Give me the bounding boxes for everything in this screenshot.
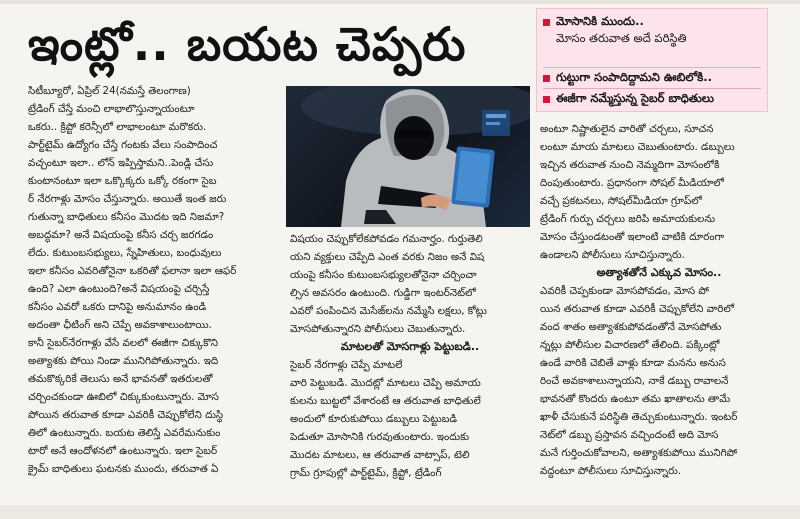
- text-line: రించే అవకాశాలున్నాయని, నాకే డబ్బు రావాలనే: [540, 375, 729, 387]
- teaser-subtext: మోసం తరువాత అదే పరిస్థితి: [556, 31, 687, 45]
- text-line: యంపై కనీసం కుటుంబసభ్యులతోనైనా చర్చించా: [290, 269, 477, 281]
- text-line: యిన తరువాత కూడా ఎవరికీ చెప్పుకోలేని వారిలో: [540, 303, 735, 315]
- text-line: దింపుతుంటారు. ప్రధానంగా సోషల్ మీడియాలో: [540, 177, 724, 189]
- teaser-item: [543, 69, 763, 86]
- teaser-item: [543, 13, 763, 47]
- text-line: కానీ సైబర్‌నేరగాళ్లు వేసే వలలో ఈజీగా చిక్కుకొని: [28, 337, 219, 349]
- text-line: ఎవరో పంపించిన మెసేజ్‌లను నమ్మేసి లక్షలు, కోట్లు: [290, 305, 487, 317]
- text-line: సైబర్ నేరగాళ్లు చెప్పే మాటలే: [290, 359, 403, 371]
- text-line: మోసం చేస్తుండటంతో ఇలాంటి వాటికి దూరంగా: [540, 231, 725, 243]
- text-line: అంటూ నిష్ణాతులైన వారితో చర్చలు, సూచన: [540, 123, 714, 135]
- text-line: ట్రేడింగ్ గుర్పు చర్చలు జరిపి అమాయకులను: [540, 213, 716, 225]
- hacker-illustration: [286, 86, 530, 227]
- text-line: టారో అనే ఆందోళనలో ఉంటున్నారు. ఇలా సైబర్: [28, 445, 218, 457]
- text-line: ఖాళీ చేసుకునే పరిస్థితి తెచ్చుకుంటున్నారు. ఇంటర్: [540, 411, 738, 423]
- text-line: ఎవరికీ చెప్పకుండా మోసపోవడం, మోస పో: [540, 285, 709, 297]
- text-line: గ్రామ్ గ్రూపుల్లో పార్ట్‌టైమ్, క్రిప్టో, ట్రేడింగ్: [290, 467, 442, 479]
- headline: ఇంట్లో.. బయట చెప్పరు: [28, 17, 467, 71]
- text-line: క్రైమ్ బాధితులు ఘటనకు ముందు, తరువాత ఏ: [28, 463, 219, 475]
- subheading: మాటలతో మోసగాళ్లు పెట్టుబడి..: [340, 340, 480, 353]
- text-line: తిలో ఉంటున్నారు. బయట తెలిస్తే ఎవరేమనుకుం: [28, 427, 221, 439]
- page-bottom-strip: [0, 505, 800, 519]
- text-line: ర్ నేరగాళ్లు మోసం చేస్తున్నారు. అయితే ఇంత జరు: [28, 193, 227, 205]
- subheading: అత్యాశతోనే ఎక్కువ మోసం..: [596, 266, 722, 279]
- text-line: ట్రేడింగ్ చేస్తే మంచి లాభాలొస్తున్నాయంటూ: [28, 103, 195, 115]
- text-line: వారి పెట్టుబడి. మొదట్లో మాటలు చెప్పి అమాయ: [290, 377, 481, 389]
- text-line: మోసపోతున్నారని పోలీసులు చెబుతున్నారు.: [290, 323, 466, 335]
- text-line: వచ్చే ప్రకటనలు, సోషల్‌మీడియా గ్రూప్‌లో: [540, 195, 702, 207]
- text-line: పెడుతూ మోసానికి గురవుతుంటారు. ఇందుకు: [290, 431, 470, 443]
- text-line: మొదట మాటలు, ఆ తరువాత వాట్సాప్, టెలి: [290, 449, 470, 461]
- article-column-right: [540, 120, 778, 480]
- text-line: అందులో కూరుకుపోయి డబ్బులు పెట్టుబడి: [290, 413, 458, 425]
- teaser-divider: [543, 67, 761, 68]
- teaser-text: గుట్టుగా సంపాదిద్దామని ఊబిలోకి..: [556, 70, 712, 84]
- text-line: కనీసం ఎవరో ఒకరు దానిపై అనుమానం ఉండి: [28, 301, 207, 313]
- text-line: యని వ్యక్తులు చెప్పేది ఎంత వరకు నిజం అనే విష: [290, 251, 485, 263]
- text-line: పార్ట్‌టైమ్ ఉద్యోగం చేస్తే గంటకు వేలు సంపాదించ: [28, 139, 218, 151]
- text-line: ఉంది? ఎలా ఉంటుంది?అనే విషయంపై చర్చిస్తే: [28, 283, 210, 295]
- text-line: గుతున్నా బాధితులు కనీసం మొదట ఇది నిజమా?: [28, 211, 225, 223]
- text-line: ఇచ్చిన తరువాత నుంచి నెమ్మదిగా మోసంలోకి: [540, 159, 720, 171]
- text-line: మనే గుర్తించుకోవాలని, అత్యాశకుపోయి మునిగిపో: [540, 447, 738, 459]
- text-line: అబద్ధమా? అనే విషయంపై కనీస చర్చ జరగడం: [28, 229, 214, 241]
- teaser-item: [543, 90, 763, 107]
- text-line: కుంటానంటూ ఇలా ఒక్కొక్కరు ఒక్కో రకంగా సైబ: [28, 175, 217, 187]
- text-line: విషయం చెప్పుకోలేకపోవడం గమనార్హం. గుర్తుతెలి: [290, 233, 483, 245]
- text-line: అదంతా ఛీటింగ్ అని చెప్పే అవకాశాలుంటాయి.: [28, 319, 212, 331]
- hacker-photo: [286, 86, 530, 227]
- text-line: లంటూ మాయ మాటలు చెబుతుంటారు. డబ్బులు: [540, 141, 735, 153]
- text-line: సిటీబ్యూరో, ఏప్రిల్ 24(నమస్తే తెలంగాణ): [28, 85, 191, 97]
- text-line: లేదు. కుటుంబసభ్యులు, స్నేహితులు, బంధువులు: [28, 247, 222, 259]
- text-line: ఉండాలని పోలీసులు సూచిస్తున్నారు.: [540, 249, 685, 261]
- text-line: కులను బుట్టలో వేశారంటే ఆ తరువాత బాధితులే: [290, 395, 481, 407]
- text-line: తమకొక్కరికే తెలుసు అనే భావనతో ఇతరులతో: [28, 373, 213, 385]
- bullet-icon: [543, 75, 550, 82]
- text-line: నెట్‌లో డబ్బు ప్రస్తావన వచ్చిందంటే అది మోస: [540, 429, 719, 441]
- teaser-box: [536, 8, 768, 112]
- text-line: భావనతో కొందరు ఉంటూ తమ ఖాతాలను తామే: [540, 393, 731, 405]
- text-line: చర్చించకుండా ఊబిలో చిక్కుకుంటున్నారు. మోస: [28, 391, 219, 403]
- bullet-icon: [543, 96, 550, 103]
- article-column-middle: [290, 230, 530, 482]
- teaser-text: మోసానికి ముందు..: [556, 14, 644, 28]
- top-rule: [0, 0, 800, 4]
- article-column-left: [28, 82, 282, 478]
- text-line: వద్దంటూ పోలీసులు సూచిస్తున్నారు.: [540, 465, 682, 477]
- text-line: అత్యాశకు పోయి నిండా మునిగిపోతున్నారు. ఇది: [28, 355, 219, 367]
- text-line: వచ్చంటూ ఇలా.. లోన్ ఇప్పిస్తామని..పెండ్లి చేసు: [28, 157, 214, 169]
- bullet-icon: [543, 19, 550, 26]
- text-line: ఉండే వారికి చెబితే వాళ్లు కూడా మనను అనుస: [540, 357, 726, 369]
- text-line: ల్సిన అవసరం ఉంటుంది. గుడ్డిగా ఇంటర్‌నెట్‌లో: [290, 287, 476, 299]
- teaser-divider: [543, 88, 761, 89]
- text-line: న్నట్లు పోలీసుల విచారణలో తేలింది. పక్కింట్లో: [540, 339, 720, 351]
- text-line: పోయిన తరువాత కూడా ఎవరికీ చెప్పుకోలేని దుస్థి: [28, 409, 224, 421]
- text-line: వంద శాతం అత్యాశకుపోవడంతోనే మోసపోతు: [540, 321, 722, 333]
- text-line: ఒకరు.. క్రిప్టో కరెన్సీలో లాభాలంటూ మరొకరు.: [28, 121, 207, 133]
- teaser-text: ఈజీగా నమ్మేస్తున్న సైబర్ బాధితులు: [556, 91, 714, 105]
- text-line: ఇలా కనీసం ఎవరితోనైనా ఒకరితో ఫలానా ఇలా ఆఫర్: [28, 265, 237, 277]
